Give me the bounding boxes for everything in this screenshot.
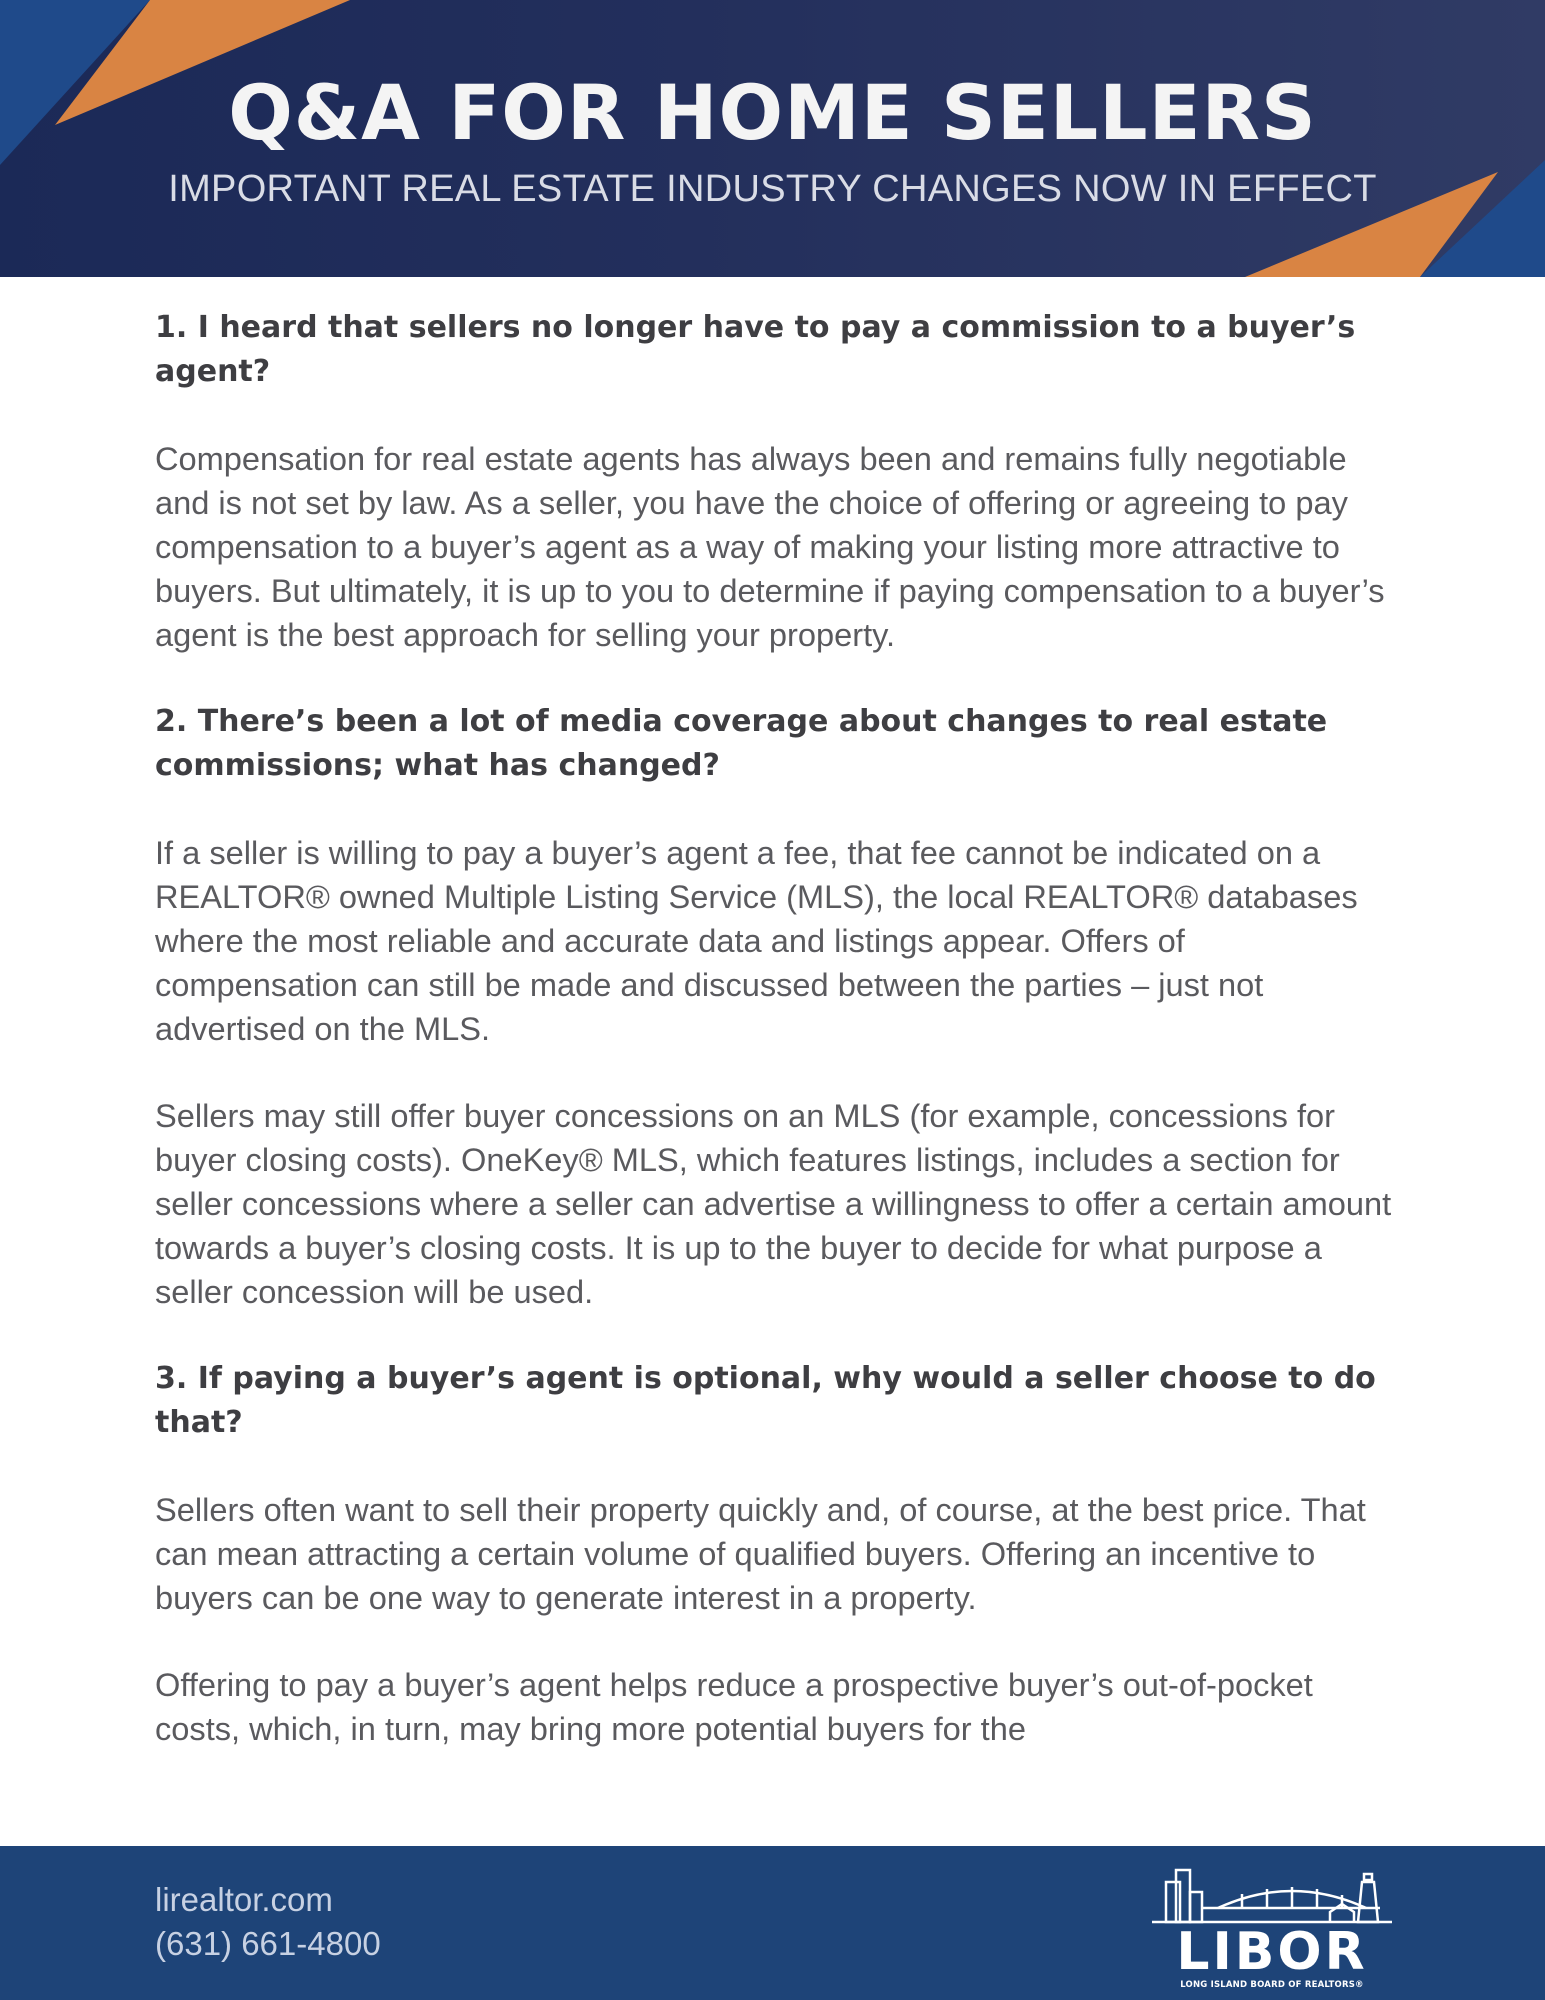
logo-wordmark: LIBOR bbox=[1176, 1922, 1368, 1982]
qa-content bbox=[155, 306, 1395, 1794]
page-subtitle: IMPORTANT REAL ESTATE INDUSTRY CHANGES NOW IN EFFECT bbox=[168, 168, 1377, 210]
qa-item-1 bbox=[155, 306, 1395, 657]
libor-logo bbox=[1152, 1864, 1392, 1994]
qa-item-3 bbox=[155, 1357, 1395, 1751]
question-1: 1. I heard that sellers no longer have to pay a commission to a buyer’s agent? bbox=[155, 310, 1356, 389]
question-3: 3. If paying a buyer’s agent is optional, why would a seller choose to do that? bbox=[155, 1361, 1376, 1440]
answer-2-paragraph-1: If a seller is willing to pay a buyer’s agent a fee, that fee cannot be indicated on a REALTOR® owned Multiple Listing Service (MLS), the local REALTOR® databases where the most reliable and accurate data and listings appear. Offers of compensation can still be made and discussed between the parties – just not advertised on the MLS. bbox=[155, 834, 1358, 1047]
footer-bar bbox=[0, 1846, 1545, 2000]
website-link[interactable]: lirealtor.com bbox=[155, 1881, 333, 1918]
qa-item-2 bbox=[155, 700, 1395, 1314]
question-2: 2. There’s been a lot of media coverage about changes to real estate commissions; what has changed? bbox=[155, 704, 1328, 783]
header-banner bbox=[0, 0, 1545, 277]
phone-number[interactable]: (631) 661-4800 bbox=[155, 1925, 381, 1962]
logo-tagline: LONG ISLAND BOARD OF REALTORS® bbox=[1180, 1980, 1364, 1990]
answer-1-paragraph-1: Compensation for real estate agents has always been and remains fully negotiable and is not set by law. As a seller, you have the choice of offering or agreeing to pay compensation to a buyer’s agent as a way of making your listing more attractive to buyers. But ultimately, it is up to you to determine if paying compensation to a buyer’s agent is the best approach for selling your property. bbox=[155, 440, 1385, 653]
page-title: Q&A FOR HOME SELLERS bbox=[228, 68, 1317, 157]
answer-3-paragraph-2: Offering to pay a buyer’s agent helps reduce a prospective buyer’s out-of-pocket costs, which, in turn, may bring more potential buyers for the bbox=[155, 1666, 1313, 1747]
answer-3-paragraph-1: Sellers often want to sell their property quickly and, of course, at the best price. That can mean attracting a certain volume of qualified buyers. Offering an incentive to buyers can be one way to generate interest in a property. bbox=[155, 1491, 1366, 1616]
skyline-bridge-icon bbox=[1152, 1864, 1392, 1928]
answer-2-paragraph-2: Sellers may still offer buyer concessions on an MLS (for example, concessions for buyer closing costs). OneKey® MLS, which features listings, includes a section for seller concessions where a seller can advertise a willingness to offer a certain amount towards a buyer’s closing costs. It is up to the buyer to decide for what purpose a seller concession will be used. bbox=[155, 1097, 1392, 1310]
